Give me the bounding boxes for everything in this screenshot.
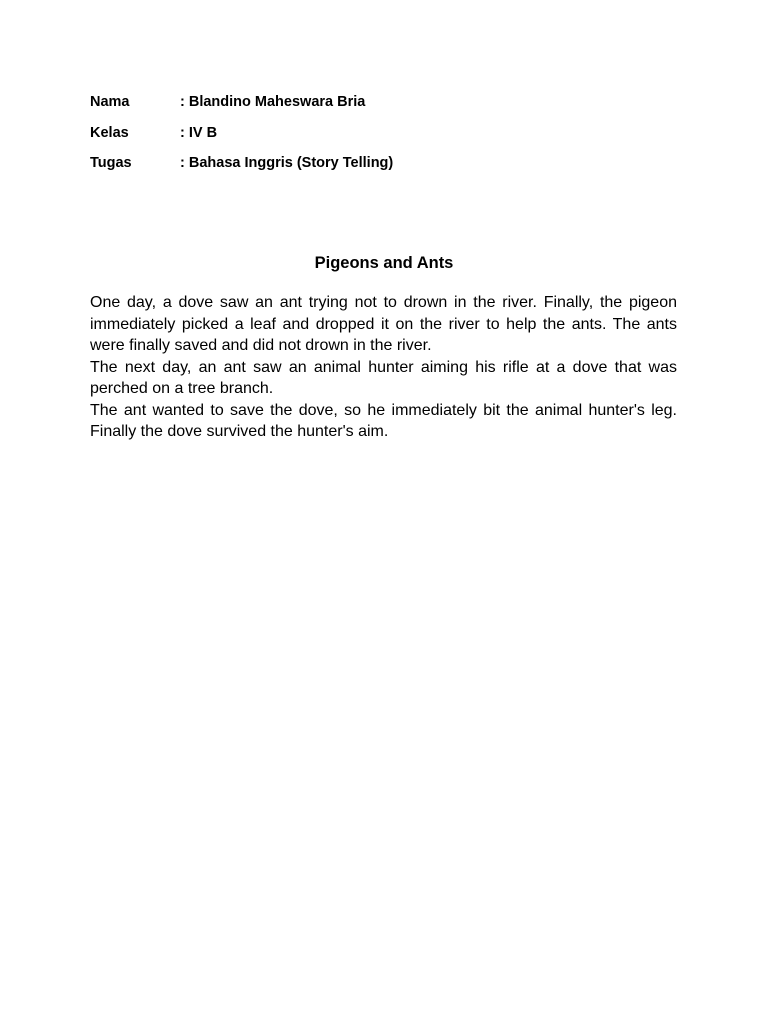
info-label: Kelas — [90, 124, 129, 141]
student-info — [90, 92, 690, 184]
story-paragraph: The ant wanted to save the dove, so he immediately bit the animal hunter's leg. Finally the dove survived the hunter's aim. — [90, 401, 677, 440]
info-value: : Blandino Maheswara Bria — [180, 94, 366, 110]
info-row-tugas — [90, 153, 690, 173]
story-paragraph: The next day, an ant saw an animal hunter aiming his rifle at a dove that was perched on a tree branch. — [90, 358, 677, 397]
info-label: Nama — [90, 94, 130, 110]
info-row-kelas — [90, 123, 690, 143]
info-value: : Bahasa Inggris (Story Telling) — [180, 155, 394, 171]
story-body — [90, 292, 677, 443]
info-value: : IV B — [180, 124, 218, 141]
info-row-nama — [90, 92, 690, 112]
info-label: Tugas — [90, 155, 132, 171]
story-paragraph: One day, a dove saw an ant trying not to drown in the river. Finally, the pigeon immediately picked a leaf and dropped it on the river to help the ants. The ants were finally saved and did not drown in the river. — [90, 294, 677, 354]
story-title: Pigeons and Ants — [314, 254, 454, 272]
